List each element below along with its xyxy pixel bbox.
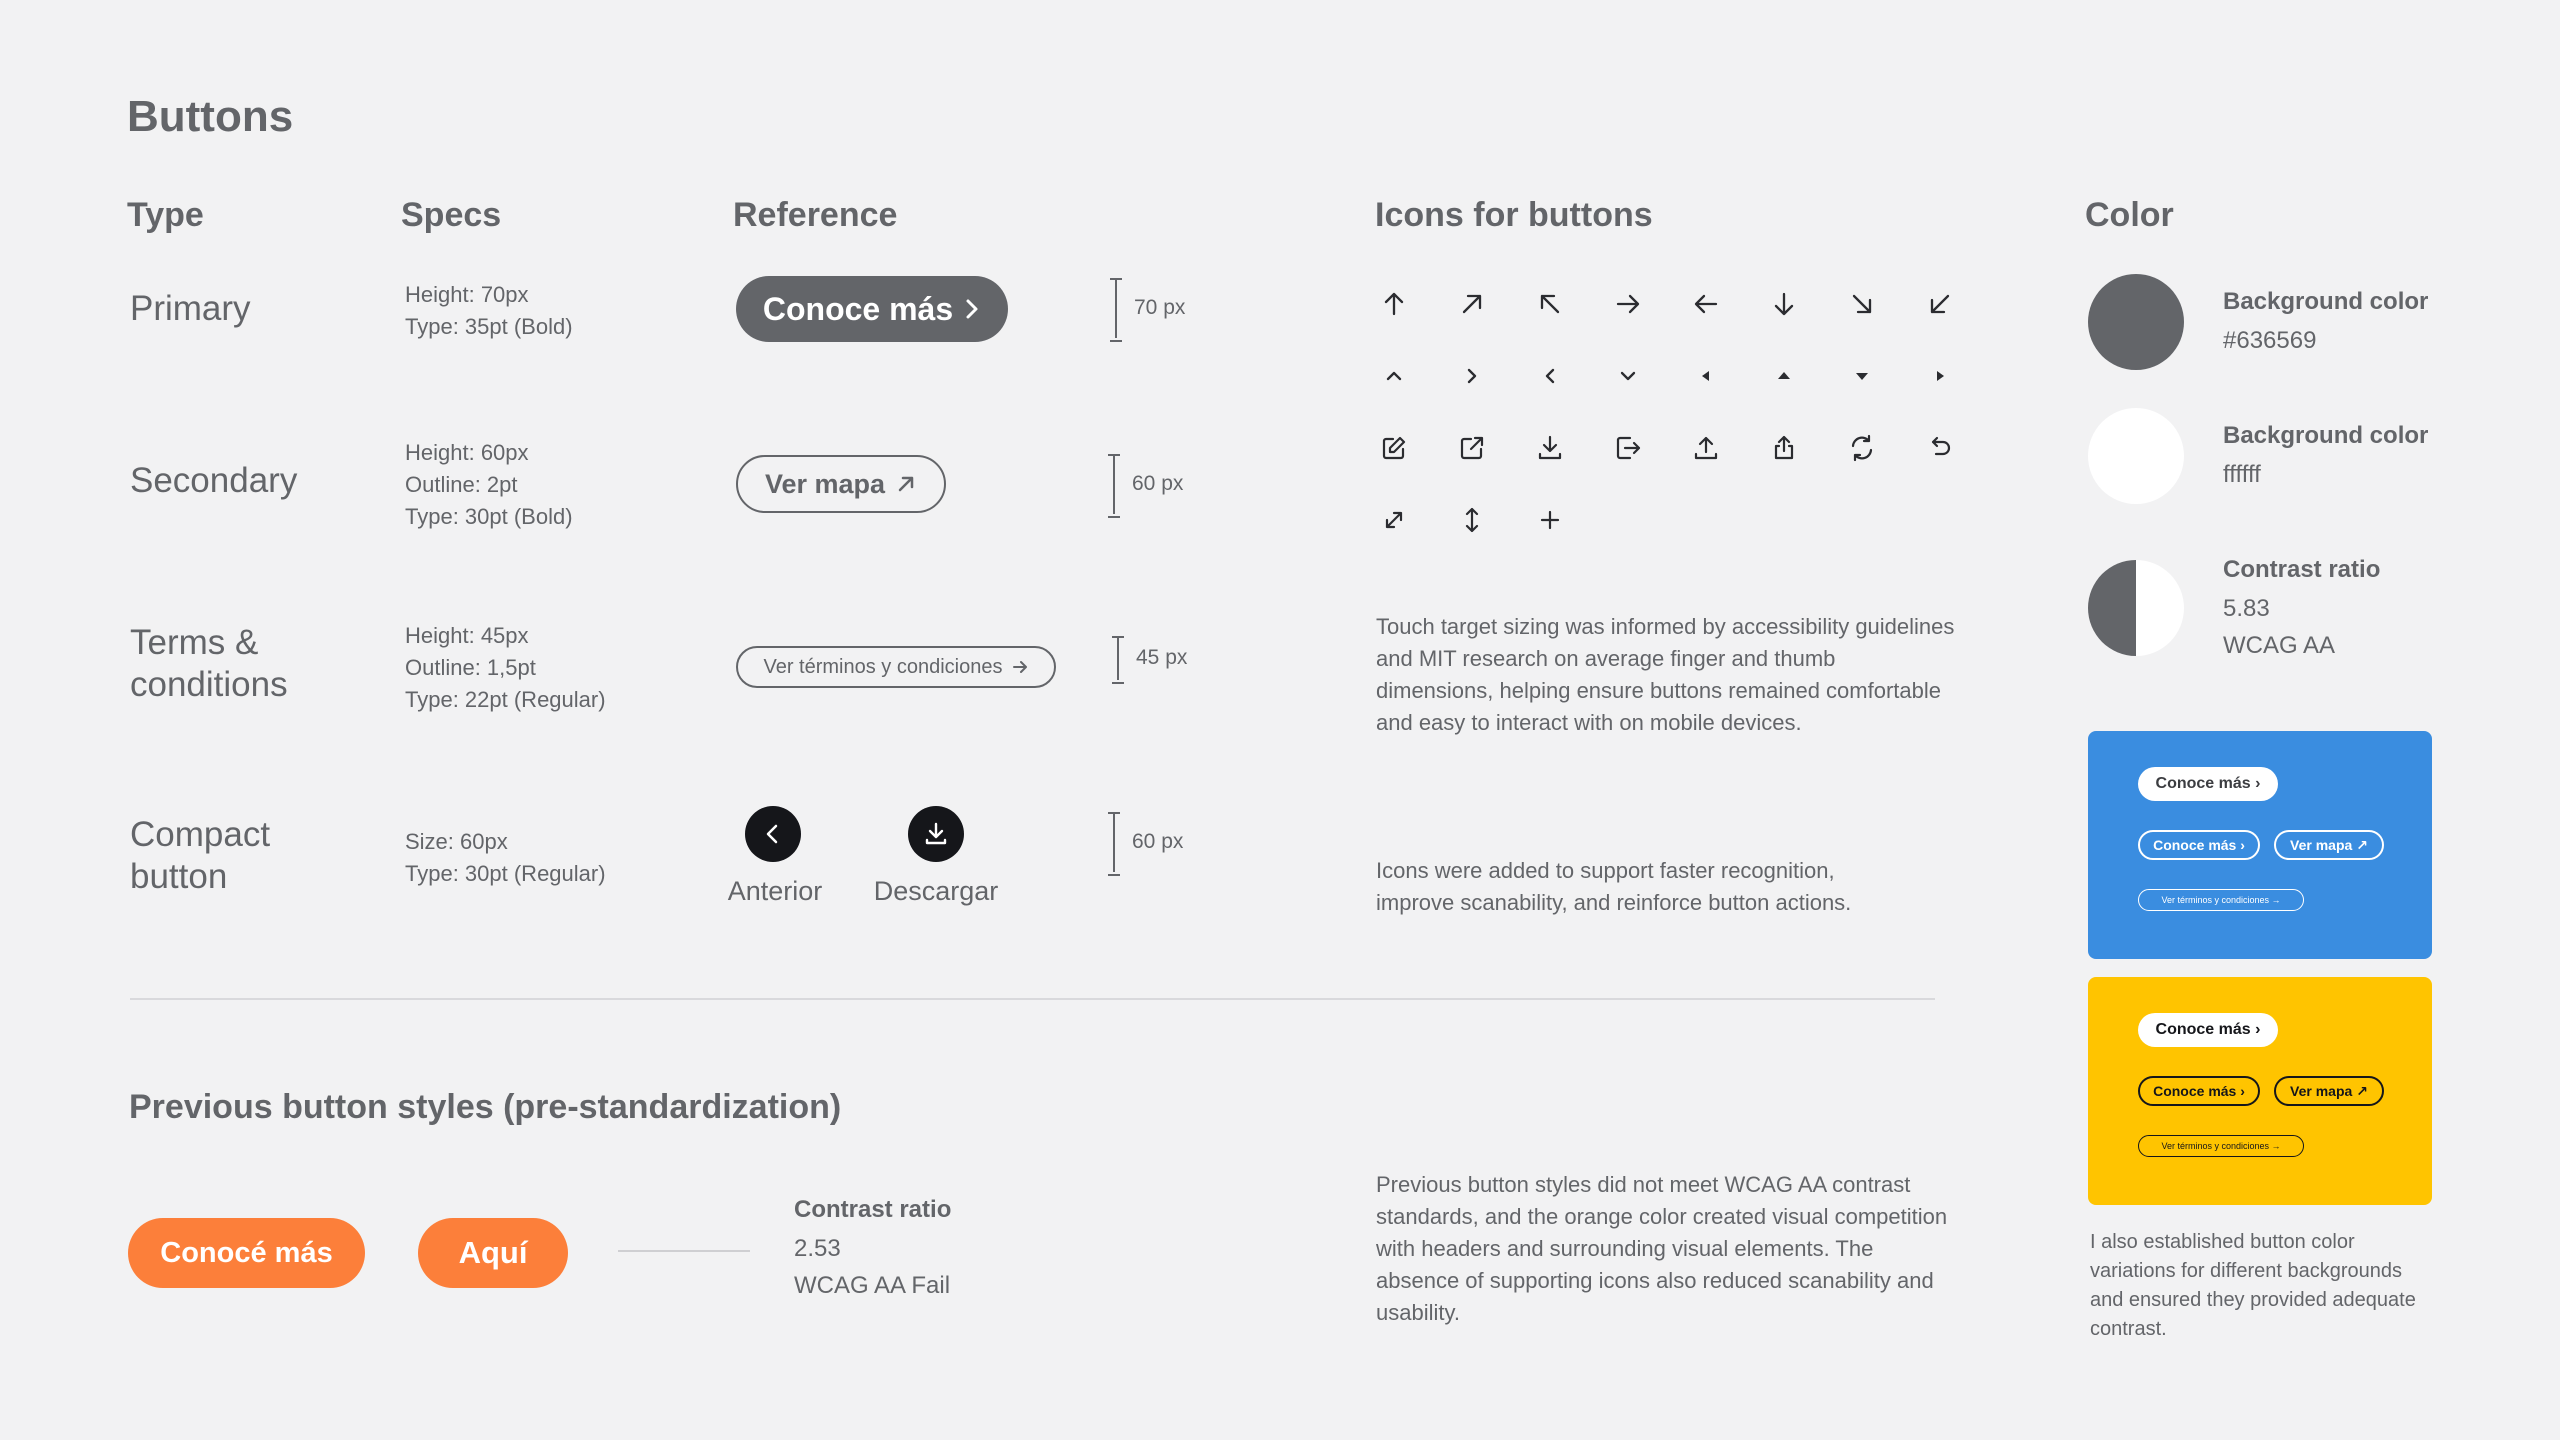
share-icon [1765,412,1843,484]
mini-label: Ver mapa [2290,837,2353,853]
spec-line: Height: 60px [405,440,529,465]
arrow-down-icon [1765,268,1843,340]
plus-icon [1531,484,1609,556]
mini-label: Ver términos y condiciones [2161,895,2270,905]
type-line: conditions [130,665,288,704]
spec-line: Outline: 2pt [405,472,518,497]
connector-line [618,1250,750,1252]
measure-bar [1112,636,1124,680]
chevron-down-icon [1609,340,1687,412]
note-icons: Icons were added to support faster recognition, improve scanability, and reinforce button actions. [1376,858,1852,915]
column-header-specs: Specs [401,196,502,234]
external-link-icon [1453,412,1531,484]
contrast-note: WCAG AA [2223,632,2336,659]
contrast-value: 5.83 [2223,595,2270,622]
arrow-down-left-icon [1921,268,1999,340]
arrow-right-icon [1609,268,1687,340]
spec-line: Type: 30pt (Bold) [405,504,573,529]
logout-icon [1609,412,1687,484]
mini-primary-button[interactable]: Conoce más › [2138,767,2278,801]
specs-secondary [405,437,573,533]
primary-button-label: Conoce más [762,290,954,327]
secondary-button[interactable] [736,455,946,513]
measure-label: 60 px [1132,472,1184,495]
mini-label: Ver mapa [2290,1083,2353,1099]
swatch-dark [2088,274,2184,370]
terms-button[interactable] [736,646,1056,688]
triangle-left-icon [1687,340,1765,412]
download-icon [922,820,950,848]
arrow-up-right-icon [895,473,917,495]
swatch-contrast [2088,560,2184,656]
icon-grid [1375,268,1999,556]
color-value: #636569 [2223,327,2317,354]
arrow-up-left-icon [1531,268,1609,340]
specs-compact [405,826,606,890]
compact-label-download: Descargar [873,876,999,906]
spec-line: Height: 70px [405,282,529,307]
measure-bar [1108,454,1120,514]
spec-line: Height: 45px [405,623,529,648]
spec-line: Size: 60px [405,829,508,854]
type-line: Terms & [130,623,259,662]
column-header-reference: Reference [733,196,898,234]
chevron-left-icon [761,822,785,846]
variation-card-yellow [2088,977,2432,1205]
arrow-up-right-icon [1453,268,1531,340]
spec-line: Type: 35pt (Bold) [405,314,573,339]
old-contrast-note: WCAG AA Fail [794,1272,951,1299]
old-button-conoce[interactable] [128,1218,365,1288]
color-label: Background color [2223,288,2429,315]
spec-line: Type: 30pt (Regular) [405,861,606,886]
primary-button[interactable] [736,276,1008,342]
specs-primary [405,279,573,343]
measure-bar [1108,812,1120,872]
spec-line: Type: 22pt (Regular) [405,687,606,712]
arrow-right-icon [1011,658,1029,676]
type-line: button [130,857,228,896]
mini-secondary-button[interactable]: Ver mapa ↗ [2274,830,2384,860]
measure-secondary [1108,454,1183,514]
chevron-right-icon [1453,340,1531,412]
mini-label: Conoce más [2155,775,2251,792]
mini-label: Conoce más [2153,837,2237,853]
vertical-resize-icon [1453,484,1531,556]
triangle-up-icon [1765,340,1843,412]
spec-line: Outline: 1,5pt [405,655,536,680]
previous-styles-title: Previous button styles (pre-standardization) [129,1088,842,1126]
contrast-label: Contrast ratio [2223,556,2381,583]
type-secondary: Secondary [130,461,298,500]
mini-label: Conoce más [2155,1021,2251,1038]
variation-card-blue [2088,731,2432,959]
measure-compact [1108,812,1183,872]
mini-primary-button[interactable]: Conoce más › [2138,1013,2278,1047]
note-previous: Previous button styles did not meet WCAG AA contrast standards, and the orange color created visual competition with headers and surrounding visual elements. The absence of supporting icons also reduced scanability and usability. [1376,1172,1948,1325]
color-value: ffffff [2223,461,2261,488]
chevron-right-icon [963,298,981,320]
measure-bar [1110,278,1122,338]
mini-terms-button[interactable]: Ver términos y condiciones → [2138,889,2304,911]
page-title: Buttons [127,92,294,141]
color-label: Background color [2223,422,2429,449]
note-touch-target: Touch target sizing was informed by accessibility guidelines and MIT research on average finger and thumb dimensions, helping ensure buttons remained comfortable and easy to interact with on mobile devices. [1376,614,1955,735]
arrow-down-right-icon [1843,268,1921,340]
old-button-aqui[interactable] [418,1218,568,1288]
old-contrast-value: 2.53 [794,1235,841,1262]
measure-terms [1112,636,1187,680]
arrow-up-icon [1375,268,1453,340]
measure-primary [1110,278,1185,338]
mini-label: Conoce más [2153,1083,2237,1099]
column-header-icons: Icons for buttons [1375,196,1653,234]
column-header-type: Type [127,196,204,234]
arrow-left-icon [1687,268,1765,340]
compact-button-previous[interactable] [745,806,801,862]
expand-icon [1375,484,1453,556]
mini-terms-button[interactable]: Ver términos y condiciones → [2138,1135,2304,1157]
undo-icon [1921,412,1999,484]
specs-terms [405,620,606,716]
type-line: Compact [130,815,271,854]
swatch-white [2088,408,2184,504]
section-divider [130,998,1935,1000]
triangle-down-icon [1843,340,1921,412]
compact-label-previous: Anterior [727,876,823,906]
triangle-right-icon [1921,340,1999,412]
mini-label: Ver términos y condiciones [2161,1141,2270,1151]
old-button-label: Aquí [458,1235,528,1270]
old-contrast-label: Contrast ratio [794,1196,952,1223]
chevron-up-icon [1375,340,1453,412]
download-icon [1531,412,1609,484]
mini-secondary-button[interactable]: Ver mapa ↗ [2274,1076,2384,1106]
chevron-left-icon [1531,340,1609,412]
terms-button-label: Ver términos y condiciones [763,655,1003,678]
upload-icon [1687,412,1765,484]
type-primary: Primary [130,289,251,328]
type-compact [130,814,270,898]
mini-secondary-button[interactable]: Conoce más › [2138,1076,2260,1106]
type-terms [130,622,288,706]
edit-icon [1375,412,1453,484]
secondary-button-label: Ver mapa [764,468,886,499]
mini-secondary-button[interactable]: Conoce más › [2138,830,2260,860]
measure-label: 45 px [1136,646,1188,669]
compact-button-download[interactable] [908,806,964,862]
measure-label: 70 px [1134,296,1186,319]
refresh-icon [1843,412,1921,484]
variations-footnote: I also established button color variations for different backgrounds and ensured they provided adequate contrast. [2090,1231,2416,1340]
column-header-color: Color [2085,196,2174,234]
old-button-label: Conocé más [160,1236,333,1269]
measure-label: 60 px [1132,830,1184,853]
